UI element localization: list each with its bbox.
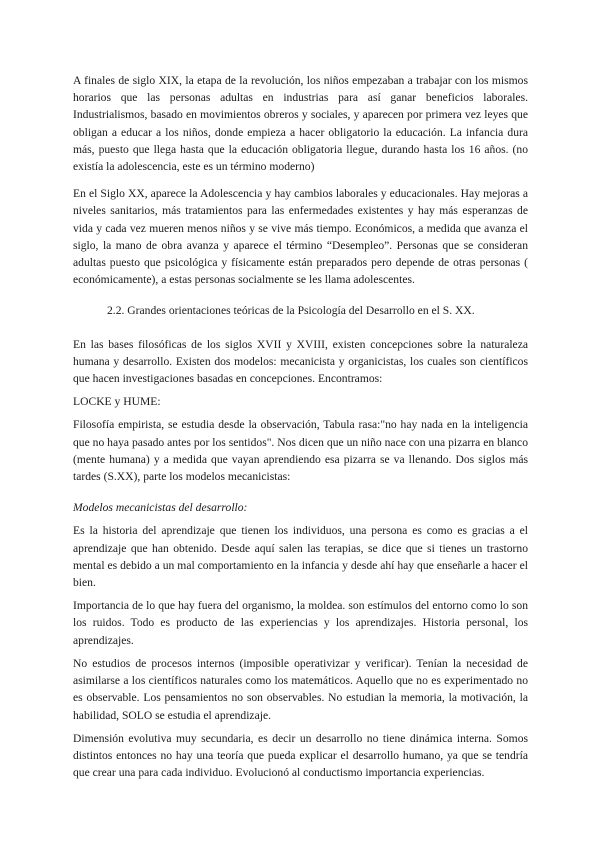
paragraph-importancia-organismo: Importancia de lo que hay fuera del organismo, la moldea. son estímulos del entorno como lo son los ruidos. Todo es producto de las experiencias y los aprendizajes. Historia personal, los aprendizajes.	[73, 599, 528, 647]
paragraph-bases-filosoficas: En las bases filosóficas de los siglos XVII y XVIII, existen concepciones sobre la naturaleza humana y desarrollo. Existen dos modelos: mecanicista y organicistas, los cuales son científicos que hacen investigaciones basadas en concepciones. Encontramos:	[73, 337, 528, 386]
paragraph-dimension-evolutiva: Dimensión evolutiva muy secundaria, es decir un desarrollo no tiene dinámica interna. Somos distintos entonces no hay una teoría que pueda explicar el desarrollo humano, ya que se tendría que crear una para cada individuo. Evolucionó al conductismo importancia experiencias.	[73, 731, 528, 780]
paragraph-siglo-xix: A finales de siglo XIX, la etapa de la revolución, los niños empezaban a trabajar con los mismos horarios que las personas adultas en industrias para así ganar beneficios laborales. Industrialismos, basado en movimientos obreros y sociales, y aparecen por primera vez leyes que obligan a educar a los niños, donde empieza a hacer obligatorio la educación. La infancia dura más, puesto que llega hasta que la educación obligatoria llegue, durando hasta los 16 años. (no existía la adolescencia, este es un término moderno)	[73, 74, 528, 174]
paragraph-locke-hume: LOCKE y HUME:	[73, 395, 161, 409]
section-heading: 2.2. Grandes orientaciones teóricas de la Psicología del Desarrollo en el S. XX.	[107, 304, 475, 318]
paragraph-filosofia-empirista: Filosofía empirista, se estudia desde la observación, Tabula rasa:"no hay nada en la inteligencia que no haya pasado antes por los sentidos". Nos dicen que un niño nace con una pizarra en blanco (mente humana) y a medida que vayan aprendiendo esa pizarra se va llenando. Dos siglos más tardes (S.XX), parte los modelos mecanicistas:	[73, 418, 528, 484]
paragraph-procesos-internos: No estudios de procesos internos (imposible operativizar y verificar). Tenían la necesidad de asimilarse a los científicos naturales como los matemáticos. Aquello que no es experimentado no es observable. Los pensamientos no son observables. No estudian la memoria, la motivación, la habilidad, SOLO se estudia el aprendizaje.	[73, 656, 528, 722]
paragraph-historia-aprendizaje: Es la historia del aprendizaje que tienen los individuos, una persona es como es gracias a el aprendizaje que han obtenido. Desde aquí salen las terapias, se dice que si tienes un trastorno mental es debido a un mal comportamiento en la infancia y desde ahí hay que enseñarle a hacer el bien.	[73, 524, 528, 590]
paragraph-siglo-xx: En el Siglo XX, aparece la Adolescencia y hay cambios laborales y educacionales. Hay mejoras a niveles sanitarios, más tratamientos para las enfermedades existentes y hay más esperanzas de vida y cada vez mueren menos niños y se vive más tiempo. Económicos, a medida que avanza el siglo, la mano de obra avanza y aparece el término “Desempleo”. Personas que se consideran adultas puesto que psicológica y físicamente están preparados pero depende de otras personas ( económicamente), a estas personas socialmente se les llama adolescentes.	[73, 187, 528, 287]
subtitle-modelos-mecanicistas: Modelos mecanicistas del desarrollo:	[73, 501, 248, 515]
